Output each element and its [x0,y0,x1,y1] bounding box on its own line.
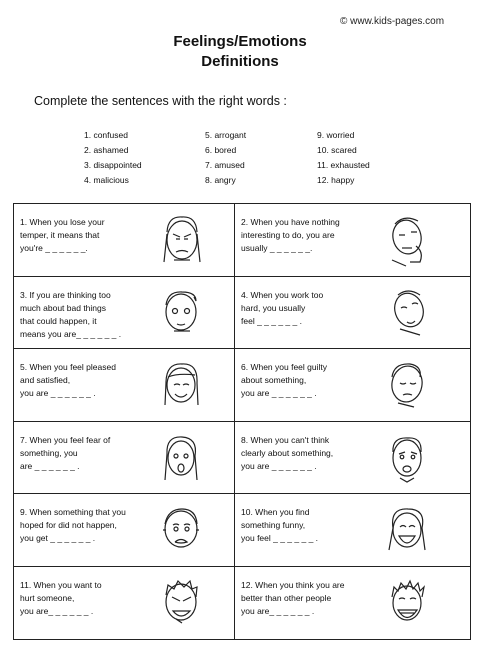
sentence-line: hoped for did not happen, [20,520,117,531]
word-bank-item: 4. malicious [84,175,129,185]
sentence-line: 3. If you are thinking too [20,289,111,300]
sentence-cell-2 [235,204,470,277]
sentence-line: 10. When you find [241,507,310,518]
sentence-text [241,434,369,473]
word-bank-item: 8. angry [205,175,236,185]
sentence-cell-5 [14,349,235,422]
sentence-cell-8 [235,422,470,495]
word-bank-item: 5. arrogant [205,130,247,140]
sentence-cell-7 [14,422,235,495]
sentence-line: you are_ _ _ _ _ _ . [241,606,315,616]
sentence-cell-4 [235,277,470,350]
sentence-text [20,579,148,618]
sentence-line: 5. When you feel pleased [20,362,116,373]
sentence-line: 2. When you have nothing [241,217,340,227]
confused-boy-face-icon [380,428,436,488]
word-bank-item: 3. disappointed [84,160,142,170]
sentence-text [241,216,369,255]
worksheet-title [0,32,480,72]
word-bank-item: 6. bored [205,145,237,155]
sentence-line: hurt someone, [20,593,75,603]
exhausted-boy-face-icon [380,283,436,343]
sentence-text [20,361,148,400]
disappointed-boy-face-icon [154,500,210,560]
word-bank-item: 12. happy [317,175,355,185]
sentence-line: better than other people [241,593,332,603]
sentence-text [20,289,148,341]
title-line-2: Definitions [201,53,279,70]
sentence-line: 11. When you want to [20,580,102,590]
word-bank-column-3 [317,128,370,188]
sentence-line: 9. When something that you [20,507,126,518]
word-bank-item: 11. exhausted [317,160,370,170]
sentence-cell-10 [235,494,470,567]
sentence-line: 8. When you can't think [241,434,330,445]
sentence-line: 7. When you feel fear of [20,434,111,445]
instruction-text: Complete the sentences with the right words : [34,94,287,108]
happy-girl-face-icon [154,355,210,415]
sentence-line: you are _ _ _ _ _ _ . [20,388,96,399]
sentence-line: usually _ _ _ _ _ _. [241,243,313,253]
sentence-text [20,434,148,473]
ashamed-boy-face-icon [380,355,436,415]
sentence-cell-3 [14,277,235,350]
sentence-line: you are_ _ _ _ _ _ . [20,606,94,616]
amused-girl-face-icon [380,500,436,560]
title-line-1: Feelings/Emotions [173,33,307,50]
word-bank-item: 1. confused [84,130,128,140]
sentence-text [241,579,369,618]
sentence-line: 12. When you think you are [241,580,345,590]
sentence-line: that could happen, it [20,315,97,326]
word-bank-column-1 [84,128,142,188]
scared-girl-face-icon [154,428,210,488]
sentence-line: 4. When you work too [241,289,324,300]
sentence-line: 6. When you feel guilty [241,362,327,373]
sentence-line: temper, it means that [20,230,100,240]
word-bank-item: 10. scared [317,145,357,155]
sentence-cell-11 [14,567,235,640]
word-bank-item: 9. worried [317,130,355,140]
sentence-line: you are _ _ _ _ _ _ . [241,460,317,471]
sentence-text [20,216,148,255]
sentence-cell-6 [235,349,470,422]
sentence-line: about something, [241,375,307,386]
word-bank-item: 7. amused [205,160,245,170]
sentence-line: interesting to do, you are [241,230,335,240]
sentence-grid [13,203,471,640]
sentence-line: you get _ _ _ _ _ _ . [20,533,96,544]
sentence-line: you are _ _ _ _ _ _ . [241,388,317,399]
sentence-line: are _ _ _ _ _ _ . [20,460,80,471]
sentence-line: feel _ _ _ _ _ _ . [241,315,302,326]
sentence-text [241,289,369,328]
sentence-line: 1. When you lose your [20,217,105,227]
worried-boy-face-icon [154,283,210,343]
sentence-line: you feel _ _ _ _ _ _ . [241,533,319,544]
sentence-line: clearly about something, [241,447,334,458]
word-bank-column-2 [205,128,246,188]
sentence-text [241,361,369,400]
sentence-text [20,506,148,545]
arrogant-boy-face-icon [380,573,436,633]
malicious-boy-face-icon [154,573,210,633]
copyright-notice: © www.kids-pages.com [340,16,445,27]
sentence-line: you're _ _ _ _ _ _. [20,243,88,253]
sentence-line: much about bad things [20,302,107,313]
angry-girl-face-icon [154,210,210,270]
sentence-line: something, you [20,447,78,458]
sentence-line: something funny, [241,520,306,531]
sentence-cell-1 [14,204,235,277]
word-bank-item: 2. ashamed [84,145,129,155]
sentence-text [241,506,369,545]
sentence-line: means you are_ _ _ _ _ _ . [20,328,122,339]
sentence-cell-9 [14,494,235,567]
bored-boy-face-icon [380,210,436,270]
sentence-line: and satisfied, [20,375,71,386]
sentence-cell-12 [235,567,470,640]
sentence-line: hard, you usually [241,302,306,313]
